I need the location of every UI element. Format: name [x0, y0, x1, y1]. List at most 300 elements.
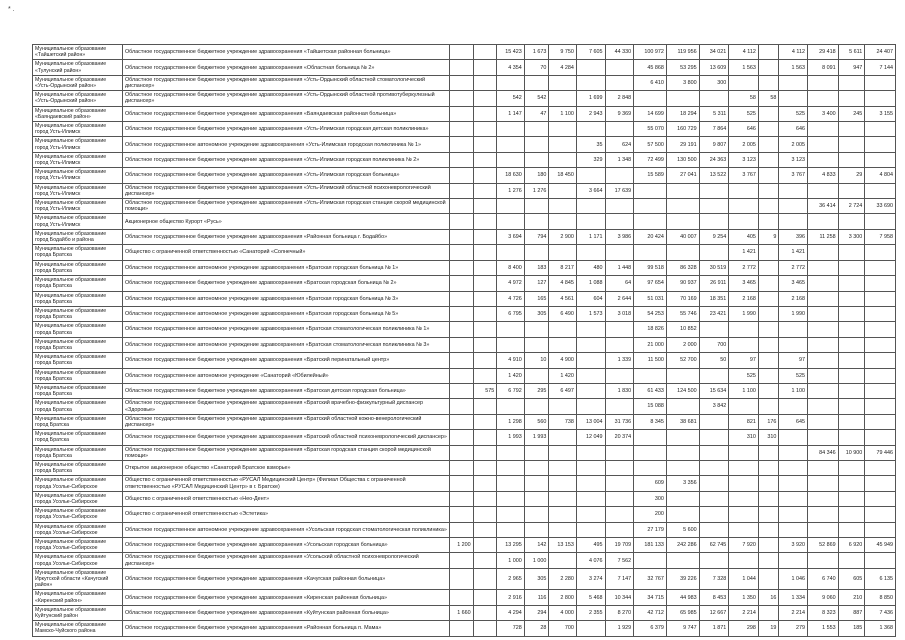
value-cell: 305	[524, 568, 549, 590]
value-cell: 3 300	[838, 229, 865, 244]
value-cell: 1 553	[807, 621, 838, 636]
value-cell	[729, 199, 759, 214]
value-cell	[524, 245, 549, 260]
value-cell: 70	[524, 60, 549, 75]
table-row	[33, 553, 896, 568]
value-cell: 180	[524, 168, 549, 183]
value-cell: 295	[524, 383, 549, 398]
organization-cell: Областное государственное бюджетное учреждение здравоохранения «Усть-Ордынский областной противотуберкулезный диспансер»	[122, 91, 449, 106]
value-cell: 300	[634, 491, 667, 506]
value-cell: 34 715	[634, 590, 667, 605]
value-cell: 310	[758, 430, 778, 445]
value-cell	[473, 45, 497, 60]
table-row	[33, 199, 896, 214]
municipality-cell: Муниципальное образование город Усть-Илимск	[33, 183, 123, 198]
value-cell	[807, 245, 838, 260]
value-cell	[497, 445, 525, 460]
value-cell: 700	[549, 621, 577, 636]
value-cell	[779, 491, 808, 506]
value-cell: 86 328	[666, 260, 699, 275]
value-cell	[576, 368, 605, 383]
value-cell	[549, 183, 577, 198]
value-cell	[666, 553, 699, 568]
value-cell	[865, 507, 896, 522]
value-cell: 2 280	[549, 568, 577, 590]
organization-cell: Областное государственное бюджетное учреждение здравоохранения «Качугская районная больница»	[122, 568, 449, 590]
value-cell: 13 295	[497, 538, 525, 553]
municipality-cell: Муниципальное образование города Братска	[33, 322, 123, 337]
value-cell: 79 446	[865, 445, 896, 460]
municipality-cell: Муниципальное образование города Братска	[33, 245, 123, 260]
value-cell: 3 155	[865, 106, 896, 121]
value-cell: 7 864	[699, 122, 729, 137]
value-cell	[838, 553, 865, 568]
value-cell: 29 191	[666, 137, 699, 152]
value-cell: 70 169	[666, 291, 699, 306]
value-cell: 45 949	[865, 538, 896, 553]
value-cell: 53 295	[666, 60, 699, 75]
value-cell: 1 100	[549, 106, 577, 121]
value-cell	[450, 399, 474, 414]
value-cell	[497, 122, 525, 137]
value-cell	[838, 399, 865, 414]
value-cell	[450, 276, 474, 291]
value-cell: 44 983	[666, 590, 699, 605]
value-cell: 165	[524, 291, 549, 306]
table-row	[33, 245, 896, 260]
value-cell	[497, 245, 525, 260]
value-cell: 54 253	[634, 306, 667, 321]
value-cell: 1 448	[605, 260, 634, 275]
value-cell: 3 123	[729, 152, 759, 167]
value-cell	[758, 445, 778, 460]
value-cell: 72 499	[634, 152, 667, 167]
municipality-cell: Муниципальное образование город Усть-Илимск	[33, 122, 123, 137]
value-cell: 1 000	[524, 553, 549, 568]
value-cell: 1 421	[729, 245, 759, 260]
value-cell	[473, 276, 497, 291]
value-cell: 9	[758, 229, 778, 244]
value-cell: 47	[524, 106, 549, 121]
value-cell: 13 609	[699, 60, 729, 75]
value-cell	[497, 75, 525, 90]
organization-cell: Общество с ограниченной ответственностью «Эстетика»	[122, 507, 449, 522]
value-cell: 1 200	[450, 538, 474, 553]
value-cell	[779, 553, 808, 568]
value-cell: 200	[634, 507, 667, 522]
value-cell: 4 561	[549, 291, 577, 306]
value-cell: 3 123	[779, 152, 808, 167]
value-cell: 21 000	[634, 337, 667, 352]
value-cell	[779, 322, 808, 337]
value-cell	[576, 399, 605, 414]
value-cell	[549, 214, 577, 229]
value-cell	[865, 553, 896, 568]
value-cell: 4 354	[497, 60, 525, 75]
value-cell	[758, 568, 778, 590]
value-cell: 6 497	[549, 383, 577, 398]
value-cell	[576, 522, 605, 537]
table-row	[33, 152, 896, 167]
value-cell	[497, 137, 525, 152]
value-cell	[524, 122, 549, 137]
value-cell	[497, 199, 525, 214]
organization-cell: Областное государственное бюджетное учреждение здравоохранения «Районная больница г. Бодайбо»	[122, 229, 449, 244]
value-cell	[450, 183, 474, 198]
municipality-cell: Муниципальное образование города Усолье-Сибирское	[33, 491, 123, 506]
organization-cell: Областное государственное бюджетное учреждение здравоохранения «Братский областной психоневрологический диспансер»	[122, 430, 449, 445]
value-cell: 728	[497, 621, 525, 636]
value-cell	[838, 75, 865, 90]
organization-cell: Областное государственное бюджетное учреждение здравоохранения «Усть-Илимский областной психоневрологический диспансер»	[122, 183, 449, 198]
value-cell	[865, 75, 896, 90]
organization-cell: Областное государственное бюджетное учреждение здравоохранения «Киренская районная больница»	[122, 590, 449, 605]
table-row	[33, 414, 896, 429]
table-row	[33, 183, 896, 198]
value-cell: 45 868	[634, 60, 667, 75]
value-cell	[666, 491, 699, 506]
value-cell	[549, 507, 577, 522]
value-cell: 821	[729, 414, 759, 429]
value-cell	[473, 522, 497, 537]
value-cell: 176	[758, 414, 778, 429]
organization-cell: Областное государственное бюджетное учреждение здравоохранения «Тайшетская районная больница»	[122, 45, 449, 60]
value-cell: 405	[729, 229, 759, 244]
value-cell: 645	[779, 414, 808, 429]
value-cell: 97	[729, 353, 759, 368]
value-cell	[634, 445, 667, 460]
municipality-cell: Муниципальное образование Иркутской области «Качугский район»	[33, 568, 123, 590]
value-cell	[473, 214, 497, 229]
municipality-cell: Муниципальное образование города Братска	[33, 337, 123, 352]
municipality-cell: Муниципальное образование города Братска	[33, 306, 123, 321]
value-cell	[758, 337, 778, 352]
value-cell	[473, 491, 497, 506]
value-cell	[807, 553, 838, 568]
value-cell: 5 311	[699, 106, 729, 121]
value-cell: 27 041	[666, 168, 699, 183]
value-cell: 3 694	[497, 229, 525, 244]
value-cell	[699, 476, 729, 491]
value-cell	[865, 491, 896, 506]
value-cell: 57 500	[634, 137, 667, 152]
value-cell: 127	[524, 276, 549, 291]
value-cell: 4 112	[729, 45, 759, 60]
value-cell: 1 830	[605, 383, 634, 398]
value-cell: 33 690	[865, 199, 896, 214]
value-cell	[450, 476, 474, 491]
organization-cell: Областное государственное бюджетное учреждение здравоохранения «Усть-Илимская городская больница»	[122, 168, 449, 183]
value-cell	[473, 353, 497, 368]
value-cell: 3 664	[576, 183, 605, 198]
value-cell	[473, 621, 497, 636]
table-row	[33, 106, 896, 121]
value-cell	[450, 353, 474, 368]
value-cell	[865, 152, 896, 167]
value-cell	[473, 538, 497, 553]
value-cell	[758, 491, 778, 506]
value-cell	[576, 491, 605, 506]
organization-cell: Областное государственное бюджетное учреждение здравоохранения «Баяндаевская районная больница»	[122, 106, 449, 121]
value-cell: 6 792	[497, 383, 525, 398]
value-cell: 58	[758, 91, 778, 106]
value-cell	[473, 91, 497, 106]
value-cell: 15 634	[699, 383, 729, 398]
value-cell	[838, 122, 865, 137]
value-cell: 10 852	[666, 322, 699, 337]
value-cell: 300	[699, 75, 729, 90]
value-cell: 4 294	[497, 605, 525, 620]
value-cell	[758, 605, 778, 620]
value-cell	[699, 91, 729, 106]
value-cell	[473, 199, 497, 214]
municipality-cell: Муниципальное образование города Усолье-Сибирское	[33, 553, 123, 568]
value-cell: 4 076	[576, 553, 605, 568]
value-cell	[473, 260, 497, 275]
municipality-cell: Муниципальное образование города Усолье-Сибирское	[33, 522, 123, 537]
value-cell: 100 972	[634, 45, 667, 60]
table-row	[33, 399, 896, 414]
value-cell	[473, 245, 497, 260]
organization-cell: Общество с ограниченной ответственностью «Санаторий «Солнечный»	[122, 245, 449, 260]
value-cell: 210	[838, 590, 865, 605]
value-cell	[450, 152, 474, 167]
value-cell: 1 334	[779, 590, 808, 605]
value-cell: 17 639	[605, 183, 634, 198]
value-cell	[450, 383, 474, 398]
value-cell: 50	[699, 353, 729, 368]
value-cell: 8 453	[699, 590, 729, 605]
municipality-cell: Муниципальное образование город Братска	[33, 414, 123, 429]
value-cell: 1 563	[729, 60, 759, 75]
value-cell	[779, 75, 808, 90]
organization-cell: Областное государственное бюджетное учреждение здравоохранения «Усть-Ордынский областной стоматологический диспансер»	[122, 75, 449, 90]
municipality-cell: Муниципальное образование «Усть-Ордынский район»	[33, 75, 123, 90]
value-cell: 185	[838, 621, 865, 636]
value-cell: 4 845	[549, 276, 577, 291]
value-cell	[699, 368, 729, 383]
municipality-cell: Муниципальное образование Куйтунский район	[33, 605, 123, 620]
value-cell	[450, 322, 474, 337]
value-cell	[666, 445, 699, 460]
value-cell: 30 519	[699, 260, 729, 275]
value-cell: 2 644	[605, 291, 634, 306]
value-cell	[450, 522, 474, 537]
value-cell: 1 421	[779, 245, 808, 260]
value-cell: 525	[779, 106, 808, 121]
value-cell	[807, 122, 838, 137]
value-cell	[450, 199, 474, 214]
value-cell	[497, 322, 525, 337]
value-cell	[758, 291, 778, 306]
value-cell: 26 911	[699, 276, 729, 291]
value-cell	[549, 75, 577, 90]
value-cell: 52 869	[807, 538, 838, 553]
table-row	[33, 445, 896, 460]
value-cell	[450, 430, 474, 445]
value-cell	[699, 214, 729, 229]
value-cell	[838, 306, 865, 321]
value-cell: 2 355	[576, 605, 605, 620]
value-cell: 242 286	[666, 538, 699, 553]
value-cell	[549, 91, 577, 106]
value-cell	[807, 507, 838, 522]
value-cell	[497, 460, 525, 475]
table-body	[33, 45, 896, 637]
value-cell	[758, 276, 778, 291]
value-cell: 305	[524, 306, 549, 321]
municipality-cell: Муниципальное образование город Усть-Илимск	[33, 214, 123, 229]
value-cell	[865, 214, 896, 229]
value-cell: 1 993	[497, 430, 525, 445]
value-cell: 1 990	[729, 306, 759, 321]
value-cell: 116	[524, 590, 549, 605]
value-cell: 1 348	[605, 152, 634, 167]
value-cell	[729, 445, 759, 460]
value-cell	[450, 75, 474, 90]
value-cell	[549, 445, 577, 460]
value-cell	[450, 245, 474, 260]
value-cell: 119 956	[666, 45, 699, 60]
organization-cell: Областное государственное автономное учреждение «Санаторий «Юбилейный»	[122, 368, 449, 383]
value-cell	[666, 399, 699, 414]
value-cell	[524, 322, 549, 337]
municipality-cell: Муниципальное образование города Братска	[33, 445, 123, 460]
value-cell	[473, 414, 497, 429]
value-cell	[758, 199, 778, 214]
value-cell: 4 972	[497, 276, 525, 291]
value-cell	[549, 522, 577, 537]
value-cell: 15 589	[634, 168, 667, 183]
value-cell	[605, 476, 634, 491]
organization-cell: Областное государственное автономное учреждение здравоохранения «Братская стоматологическая поликлиника № 3»	[122, 337, 449, 352]
value-cell	[758, 507, 778, 522]
value-cell	[838, 276, 865, 291]
value-cell	[666, 183, 699, 198]
table-row	[33, 137, 896, 152]
value-cell	[807, 522, 838, 537]
value-cell	[807, 91, 838, 106]
municipality-cell: Муниципальное образование города Братска	[33, 383, 123, 398]
value-cell	[450, 306, 474, 321]
value-cell	[473, 168, 497, 183]
value-cell	[473, 368, 497, 383]
value-cell: 3 018	[605, 306, 634, 321]
table-row	[33, 621, 896, 636]
value-cell	[473, 507, 497, 522]
value-cell	[524, 337, 549, 352]
value-cell: 2 168	[779, 291, 808, 306]
value-cell: 1 147	[497, 106, 525, 121]
value-cell: 1 929	[605, 621, 634, 636]
value-cell	[605, 491, 634, 506]
value-cell: 3 986	[605, 229, 634, 244]
municipality-cell: Муниципальное образование «Баяндаевский район»	[33, 106, 123, 121]
value-cell	[865, 291, 896, 306]
table-row	[33, 568, 896, 590]
organization-cell: Областное государственное бюджетное учреждение здравоохранения «Областная больница № 2»	[122, 60, 449, 75]
value-cell	[473, 75, 497, 90]
value-cell	[473, 590, 497, 605]
value-cell	[807, 291, 838, 306]
municipality-cell: Муниципальное образование города Братска	[33, 368, 123, 383]
value-cell	[524, 491, 549, 506]
value-cell	[576, 60, 605, 75]
value-cell: 1 339	[605, 353, 634, 368]
value-cell: 6 410	[634, 75, 667, 90]
value-cell: 495	[576, 538, 605, 553]
value-cell: 1 420	[549, 368, 577, 383]
value-cell	[699, 460, 729, 475]
value-cell	[524, 152, 549, 167]
value-cell	[838, 476, 865, 491]
value-cell: 646	[779, 122, 808, 137]
organization-cell: Открытое акционерное общество «Санаторий Братское взморье»	[122, 460, 449, 475]
value-cell	[473, 152, 497, 167]
value-cell	[807, 430, 838, 445]
value-cell	[473, 322, 497, 337]
value-cell	[865, 245, 896, 260]
value-cell	[807, 476, 838, 491]
value-cell	[838, 430, 865, 445]
value-cell: 7 328	[699, 568, 729, 590]
value-cell	[865, 414, 896, 429]
value-cell: 4 284	[549, 60, 577, 75]
value-cell: 2 000	[666, 337, 699, 352]
value-cell	[666, 460, 699, 475]
value-cell	[605, 199, 634, 214]
value-cell	[605, 507, 634, 522]
value-cell: 3 842	[699, 399, 729, 414]
value-cell: 605	[838, 568, 865, 590]
value-cell	[450, 414, 474, 429]
value-cell: 1 699	[576, 91, 605, 106]
value-cell: 62 745	[699, 538, 729, 553]
value-cell	[473, 337, 497, 352]
value-cell	[807, 337, 838, 352]
value-cell: 51 031	[634, 291, 667, 306]
municipality-cell: Муниципальное образование города Братска	[33, 399, 123, 414]
value-cell	[473, 430, 497, 445]
table-row	[33, 214, 896, 229]
value-cell	[865, 91, 896, 106]
value-cell	[605, 337, 634, 352]
table-row	[33, 368, 896, 383]
table-row	[33, 260, 896, 275]
value-cell: 4 112	[779, 45, 808, 60]
value-cell	[473, 137, 497, 152]
value-cell	[779, 445, 808, 460]
value-cell	[576, 353, 605, 368]
value-cell	[838, 522, 865, 537]
organization-cell: Областное государственное бюджетное учреждение здравоохранения «Усть-Илимская городская поликлиника № 2»	[122, 152, 449, 167]
value-cell	[865, 137, 896, 152]
value-cell	[605, 60, 634, 75]
value-cell	[549, 399, 577, 414]
value-cell	[605, 368, 634, 383]
value-cell: 2 214	[729, 605, 759, 620]
value-cell: 13 004	[576, 414, 605, 429]
organization-cell: Областное государственное бюджетное учреждение здравоохранения «Братская городская больница № 2»	[122, 276, 449, 291]
value-cell	[497, 476, 525, 491]
organization-cell: Областное государственное автономное учреждение здравоохранения «Братская городская больница № 1»	[122, 260, 449, 275]
organization-cell: Акционерное общество Курорт «Русь»	[122, 214, 449, 229]
municipality-cell: Муниципальное образование город Бодайбо и района	[33, 229, 123, 244]
organization-cell: Областное государственное автономное учреждение здравоохранения «Братская стоматологическая поликлиника № 1»	[122, 322, 449, 337]
value-cell	[758, 553, 778, 568]
table-row	[33, 291, 896, 306]
value-cell	[779, 183, 808, 198]
